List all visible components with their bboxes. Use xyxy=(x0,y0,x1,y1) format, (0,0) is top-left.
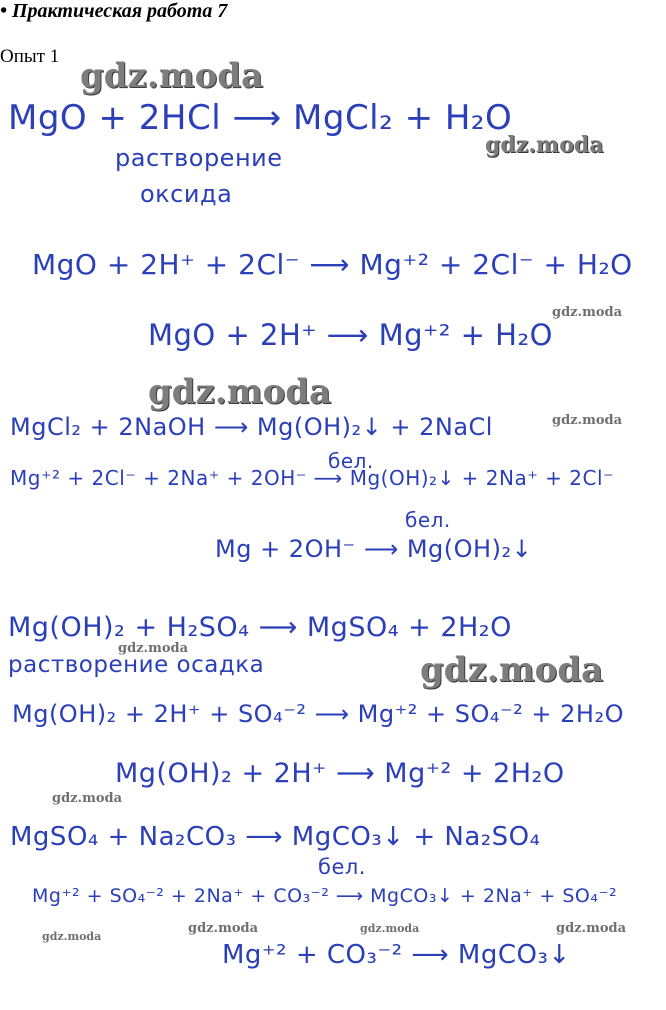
watermark: gdz.moda xyxy=(42,930,102,943)
note-white-3: бел. xyxy=(318,855,366,879)
watermark: gdz.moda xyxy=(118,641,189,656)
watermark: gdz.moda xyxy=(420,650,604,690)
note-dissolution: растворение xyxy=(115,144,283,172)
equation-3: MgO + 2H⁺ ⟶ Mg⁺² + H₂O xyxy=(148,318,553,352)
equation-12: Mg⁺² + CO₃⁻² ⟶ MgCO₃↓ xyxy=(222,940,571,970)
watermark: gdz.moda xyxy=(552,305,623,320)
watermark: gdz.moda xyxy=(485,132,604,158)
note-white-2: бел. xyxy=(405,508,451,532)
watermark: gdz.moda xyxy=(188,921,259,936)
note-oxide: оксида xyxy=(140,180,233,208)
note-white-1: бел. xyxy=(328,449,374,473)
equation-1: MgO + 2HCl ⟶ MgCl₂ + H₂O xyxy=(8,98,513,138)
watermark: gdz.moda xyxy=(552,413,623,428)
watermark: gdz.moda xyxy=(360,922,420,935)
equation-5: Mg⁺² + 2Cl⁻ + 2Na⁺ + 2OH⁻ ⟶ Mg(OH)₂↓ + 2Na⁺ + 2Cl⁻ xyxy=(10,466,615,490)
equation-10: MgSO₄ + Na₂CO₃ ⟶ MgCO₃↓ + Na₂SO₄ xyxy=(10,822,541,852)
equation-8: Mg(OH)₂ + 2H⁺ + SO₄⁻² ⟶ Mg⁺² + SO₄⁻² + 2H₂O xyxy=(12,700,624,728)
watermark: gdz.moda xyxy=(148,372,332,412)
equation-2: MgO + 2H⁺ + 2Cl⁻ ⟶ Mg⁺² + 2Cl⁻ + H₂O xyxy=(32,248,633,281)
equation-7: Mg(OH)₂ + H₂SO₄ ⟶ MgSO₄ + 2H₂O xyxy=(8,612,512,643)
watermark: gdz.moda xyxy=(52,791,123,806)
watermark: gdz.moda xyxy=(556,921,627,936)
page-title: • Практическая работа 7 xyxy=(0,0,228,22)
experiment-label: Опыт 1 xyxy=(0,46,60,67)
watermark: gdz.moda xyxy=(80,56,264,96)
equation-11: Mg⁺² + SO₄⁻² + 2Na⁺ + CO₃⁻² ⟶ MgCO₃↓ + 2Na⁺ + SO₄⁻² xyxy=(32,885,618,907)
note-precipitate: растворение осадка xyxy=(8,652,265,678)
equation-4: MgCl₂ + 2NaOH ⟶ Mg(OH)₂↓ + 2NaCl xyxy=(10,413,493,441)
equation-6: Mg + 2OH⁻ ⟶ Mg(OH)₂↓ xyxy=(215,535,533,563)
equation-9: Mg(OH)₂ + 2H⁺ ⟶ Mg⁺² + 2H₂O xyxy=(115,758,565,789)
